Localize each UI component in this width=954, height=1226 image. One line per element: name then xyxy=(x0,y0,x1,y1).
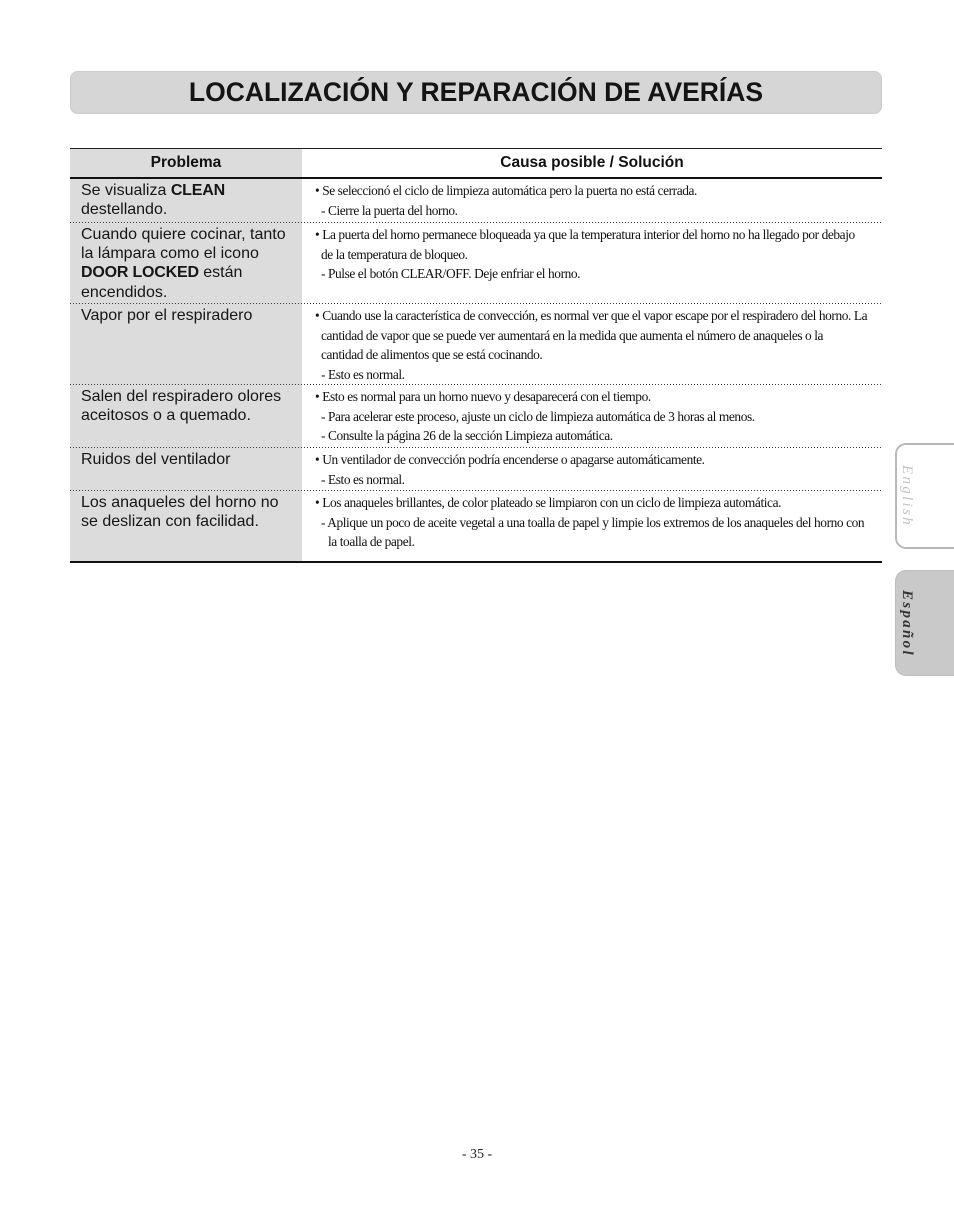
cause-text: cantidad de alimentos que se está cocinando. xyxy=(321,347,543,363)
problem-line xyxy=(81,181,302,200)
table-header xyxy=(70,148,882,179)
solution-cell xyxy=(302,304,882,385)
table-row xyxy=(70,179,882,223)
solution-text: - Aplique un poco de aceite vegetal a una toalla de papel y limpie los extremos de los anaqueles del horno con xyxy=(321,514,865,530)
problem-cell xyxy=(70,491,302,561)
cause-text: • La puerta del horno permanece bloqueada ya que la temperatura interior del horno no ha llegado por debajo xyxy=(315,227,855,243)
problem-cell xyxy=(70,223,302,304)
table-row xyxy=(70,385,882,448)
problem-text: destellando. xyxy=(81,200,168,218)
solution-cell xyxy=(302,179,882,223)
cause-text: • Un ventilador de convección podría encenderse o apagarse automáticamente. xyxy=(315,452,705,468)
cause-text: cantidad de vapor que se puede ver aumentará en la medida que aumenta el número de anaqueles o la xyxy=(321,327,824,343)
cause-bullet xyxy=(315,225,882,264)
problem-text: Salen del respiradero olores xyxy=(81,387,282,405)
problem-line xyxy=(81,306,302,325)
solution-text: - Pulse el botón CLEAR/OFF. Deje enfriar el horno. xyxy=(321,266,581,282)
problem-line xyxy=(81,283,302,302)
solution-text: la toalla de papel. xyxy=(328,534,415,550)
english-tab-label: English xyxy=(899,465,915,527)
cause-text: • Se seleccionó el ciclo de limpieza automática pero la puerta no está cerrada. xyxy=(315,183,697,199)
problem-line xyxy=(81,387,302,406)
table-row xyxy=(70,448,882,491)
solution-text: - Consulte la página 26 de la sección Limpieza automática. xyxy=(321,428,613,444)
espanol-tab xyxy=(895,570,954,676)
display-keyword: DOOR LOCKED xyxy=(81,264,199,282)
solution-step xyxy=(315,470,882,490)
table-row xyxy=(70,491,882,563)
solution-step xyxy=(315,201,882,221)
problem-line xyxy=(81,200,302,219)
cause-bullet xyxy=(315,387,882,407)
header-solution: Causa posible / Solución xyxy=(500,154,684,171)
solution-step xyxy=(315,365,882,385)
solution-cell xyxy=(302,491,882,561)
problem-text: se deslizan con facilidad. xyxy=(81,512,259,530)
problem-text: Cuando quiere cocinar, tanto xyxy=(81,225,286,243)
problem-line xyxy=(81,406,302,425)
display-keyword: CLEAN xyxy=(170,181,225,199)
problem-text: Se visualiza xyxy=(81,181,171,199)
problem-text: están xyxy=(198,264,243,282)
solution-step xyxy=(315,513,882,552)
cause-bullet xyxy=(315,493,882,513)
solution-text: - Esto es normal. xyxy=(321,471,405,487)
cause-text: • Cuando use la característica de convección, es normal ver que el vapor escape por el respiradero del horno. La xyxy=(315,308,868,324)
problem-text: aceitosos o a quemado. xyxy=(81,406,251,424)
solution-cell xyxy=(302,223,882,304)
cause-bullet xyxy=(315,450,882,470)
table-row xyxy=(70,304,882,385)
troubleshooting-table xyxy=(70,148,882,563)
problem-line xyxy=(81,244,302,263)
problem-cell xyxy=(70,179,302,223)
problem-text: Ruidos del ventilador xyxy=(81,450,231,468)
problem-text: encendidos. xyxy=(81,283,168,301)
solution-cell xyxy=(302,385,882,448)
problem-line xyxy=(81,512,302,531)
problem-text: Los anaqueles del horno no xyxy=(81,493,279,511)
table-row xyxy=(70,223,882,304)
problem-cell xyxy=(70,304,302,385)
header-problem: Problema xyxy=(150,154,222,171)
problem-line xyxy=(81,263,302,282)
problem-line xyxy=(81,450,302,469)
solution-text: - Cierre la puerta del horno. xyxy=(321,202,458,218)
solution-text: - Esto es normal. xyxy=(321,366,405,382)
solution-text: - Para acelerar este proceso, ajuste un ciclo de limpieza automática de 3 horas al menos. xyxy=(321,408,755,424)
english-tab xyxy=(895,443,954,549)
espanol-tab-label: Español xyxy=(899,590,915,657)
solution-cell xyxy=(302,448,882,491)
problem-line xyxy=(81,493,302,512)
problem-text: Vapor por el respiradero xyxy=(81,306,253,324)
page-number: - 35 - xyxy=(461,1147,493,1162)
problem-text: la lámpara como el icono xyxy=(81,244,259,262)
title-bar xyxy=(70,71,882,114)
problem-line xyxy=(81,225,302,244)
problem-cell xyxy=(70,448,302,491)
cause-text: • Esto es normal para un horno nuevo y desaparecerá con el tiempo. xyxy=(315,389,651,405)
cause-bullet xyxy=(315,181,882,201)
solution-step xyxy=(315,426,882,446)
page-title: LOCALIZACIÓN Y REPARACIÓN DE AVERÍAS xyxy=(188,77,764,107)
cause-text: • Los anaqueles brillantes, de color plateado se limpiaron con un ciclo de limpieza automática. xyxy=(315,495,782,511)
cause-text: de la temperatura de bloqueo. xyxy=(321,246,468,262)
solution-step xyxy=(315,264,882,284)
solution-step xyxy=(315,407,882,427)
problem-cell xyxy=(70,385,302,448)
cause-bullet xyxy=(315,306,882,365)
